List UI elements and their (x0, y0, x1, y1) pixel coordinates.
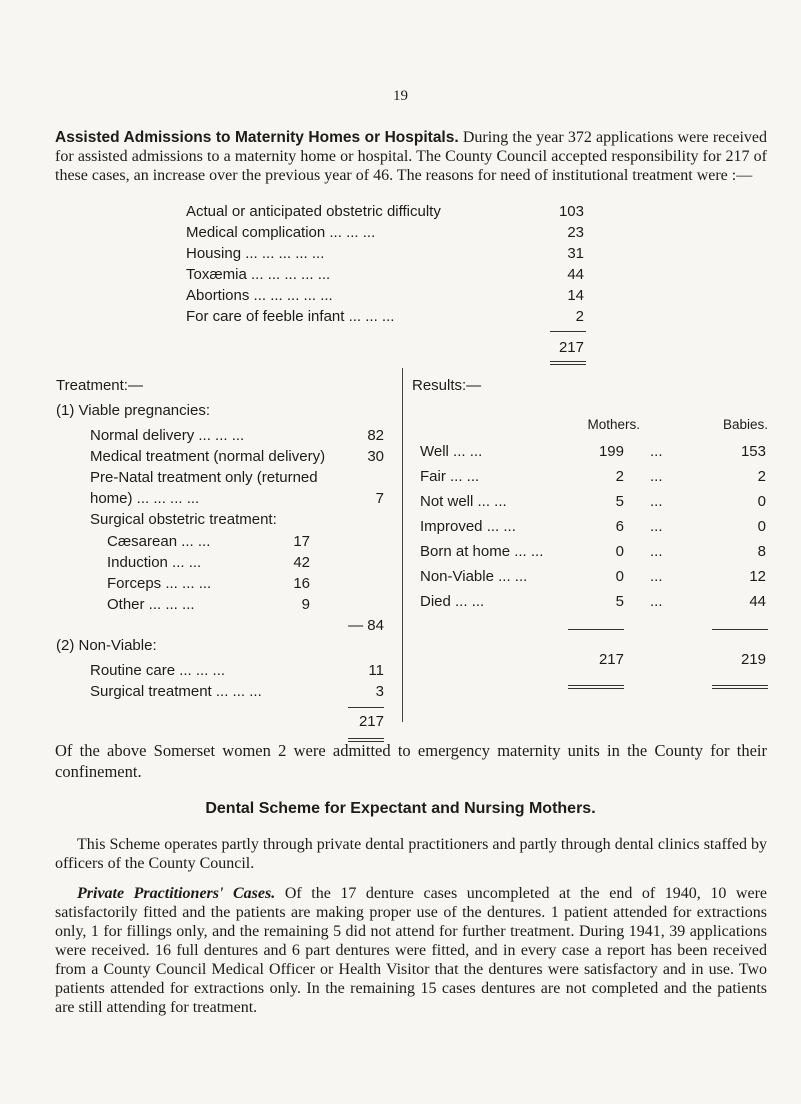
results-total-babies: 219 (740, 651, 766, 668)
normal-delivery-value: 82 (367, 427, 384, 444)
mothers-rule (568, 629, 624, 630)
surgical-item-label: Induction ... ... (107, 554, 202, 571)
surgical-total: — 84 (348, 617, 384, 634)
reason-value: 103 (558, 203, 584, 220)
routine-care-label: Routine care ... ... ... (90, 662, 226, 679)
results-mothers: 2 (615, 468, 624, 485)
results-dots: ... (650, 543, 663, 560)
dental-heading: Dental Scheme for Expectant and Nursing Mothers. (205, 800, 596, 817)
results-row-label: Well ... ... (420, 443, 483, 460)
medical-treatment-label: Medical treatment (normal delivery) (90, 448, 326, 465)
results-mothers: 5 (615, 493, 624, 510)
surgical-item-label: Cæsarean ... ... (107, 533, 211, 550)
column-divider (402, 368, 403, 722)
treatment-rule (348, 707, 384, 708)
results-row-label: Non-Viable ... ... (420, 568, 528, 585)
surgical-item-value: 9 (301, 596, 310, 613)
surgical-heading: Surgical obstetric treatment: (90, 511, 277, 528)
reason-row: Abortions ... ... ... ... ... (186, 287, 333, 304)
results-babies: 8 (757, 543, 766, 560)
results-mothers: 0 (615, 543, 624, 560)
results-dots: ... (650, 493, 663, 510)
results-heading: Results:— (412, 377, 482, 394)
results-babies: 0 (757, 493, 766, 510)
mothers-header: Mothers. (587, 417, 640, 432)
results-total-mothers: 217 (598, 651, 624, 668)
private-practitioners-title: Private Practitioners' Cases. (77, 885, 276, 902)
nonviable-heading: (2) Non-Viable: (56, 637, 157, 654)
reasons-double-rule (550, 361, 586, 365)
results-mothers: 6 (615, 518, 624, 535)
prenatal-label: Pre-Natal treatment only (returned (90, 469, 318, 486)
results-row-label: Not well ... ... (420, 493, 507, 510)
surgical-item-label: Forceps ... ... ... (107, 575, 212, 592)
reason-value: 44 (567, 266, 584, 283)
surgical-nv-value: 3 (375, 683, 384, 700)
reasons-total: 217 (558, 339, 584, 356)
results-mothers: 199 (598, 443, 624, 460)
reason-row: Medical complication ... ... ... (186, 224, 376, 241)
results-row-label: Born at home ... ... (420, 543, 544, 560)
results-row-label: Improved ... ... (420, 518, 516, 535)
results-babies: 44 (749, 593, 766, 610)
reason-value: 23 (567, 224, 584, 241)
reason-row: Actual or anticipated obstetric difficulty (186, 203, 441, 220)
surgical-item-label: Other ... ... ... (107, 596, 195, 613)
results-mothers: 0 (615, 568, 624, 585)
reason-row: For care of feeble infant ... ... ... (186, 308, 395, 325)
normal-delivery-label: Normal delivery ... ... ... (90, 427, 245, 444)
intro-title: Assisted Admissions to Maternity Homes or Hospitals. (55, 129, 459, 146)
intro-paragraph (55, 128, 767, 185)
mothers-double-rule (568, 685, 624, 689)
results-dots: ... (650, 443, 663, 460)
reason-value: 31 (567, 245, 584, 262)
emergency-paragraph: Of the above Somerset women 2 were admitted to emergency maternity units in the County for their confinement. (55, 741, 767, 781)
reason-row: Housing ... ... ... ... ... (186, 245, 325, 262)
reasons-rule (550, 331, 586, 332)
reason-value: 14 (567, 287, 584, 304)
reason-row: Toxæmia ... ... ... ... ... (186, 266, 331, 283)
surgical-item-value: 16 (293, 575, 310, 592)
results-dots: ... (650, 518, 663, 535)
results-babies: 0 (757, 518, 766, 535)
page-number: 19 (393, 88, 408, 104)
treatment-heading: Treatment:— (56, 377, 143, 394)
surgical-nv-label: Surgical treatment ... ... ... (90, 683, 262, 700)
results-dots: ... (650, 468, 663, 485)
results-dots: ... (650, 568, 663, 585)
medical-treatment-value: 30 (367, 448, 384, 465)
results-babies: 2 (757, 468, 766, 485)
babies-rule (712, 629, 768, 630)
dental-paragraph-2 (55, 884, 767, 1017)
babies-double-rule (712, 685, 768, 689)
results-babies: 153 (740, 443, 766, 460)
surgical-item-value: 17 (293, 533, 310, 550)
results-row-label: Died ... ... (420, 593, 485, 610)
routine-care-value: 11 (368, 662, 384, 679)
reason-value: 2 (575, 308, 584, 325)
results-mothers: 5 (615, 593, 624, 610)
surgical-item-value: 42 (293, 554, 310, 571)
results-dots: ... (650, 593, 663, 610)
viable-heading: (1) Viable pregnancies: (56, 402, 210, 419)
results-row-label: Fair ... ... (420, 468, 480, 485)
results-babies: 12 (749, 568, 766, 585)
private-practitioners-text: Of the 17 denture cases uncompleted at the end of 1940, 10 were satisfactorily fitted and the patients are making proper use of the dentures. 1 patient attended for extractions only, 1 for fillings only, and the remaining 5 did not attend for further treatment. During 1941, 39 applications were received. 16 full dentures and 6 part dentures were fitted, and in every case a report has been received from a County Council Medical Officer or Health Visitor that the dentures were satisfactory and in use. Two patients attended for extractions only. In the remaining 15 cases dentures are not completed and the patients are still attending for treatment. (55, 885, 768, 1016)
treatment-total: 217 (358, 713, 384, 730)
intro-text: During the year 372 applications were received for assisted admissions to a maternity home or hospital. The County Council accepted responsibility for 217 of these cases, an increase over the previous year of 46. The reasons for need of institutional treatment were :— (55, 129, 768, 184)
babies-header: Babies. (722, 417, 768, 432)
dental-paragraph-1: This Scheme operates partly through private dental practitioners and partly through dental clinics staffed by officers of the County Council. (55, 836, 767, 872)
prenatal-value: 7 (375, 490, 384, 507)
prenatal-label-cont: home) ... ... ... ... (90, 490, 200, 507)
